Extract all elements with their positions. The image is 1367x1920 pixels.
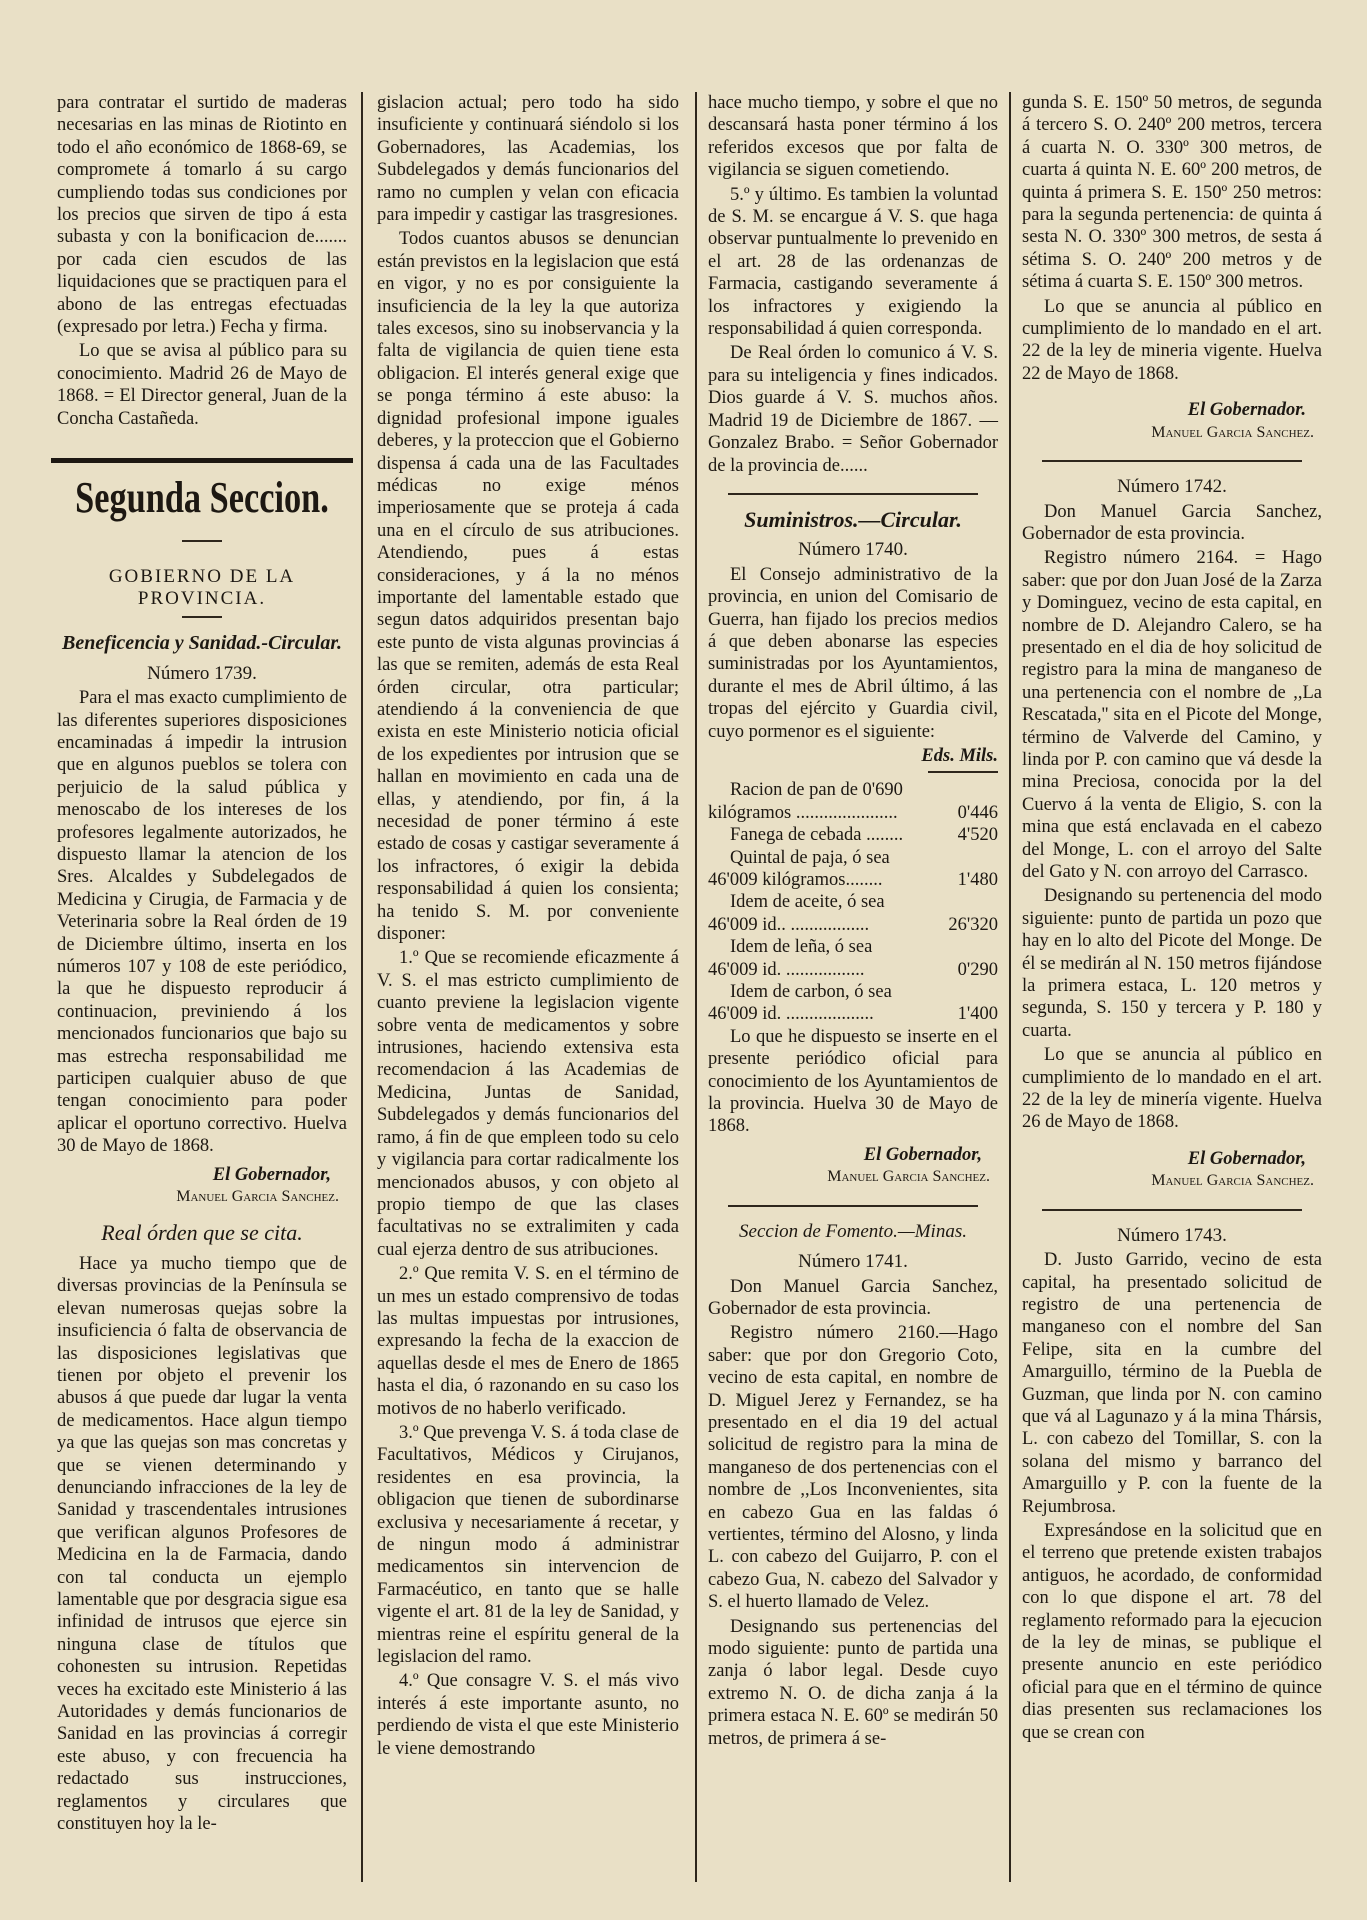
price-item-value: 0'446 — [957, 802, 998, 823]
price-item-label: Idem de carbon, ó sea — [730, 982, 892, 1003]
registro-2164: Registro número 2164. = Hago saber: que por don Juan José de la Zarza y Dominguez, vecino de esta capital, en nombre de D. Alejandro Calero, se ha presentado en el dia de hoy solicitud de registro para la mina de manganeso de una pertenencia con el nombre de ,,La Rescatada,'' sita en el Picote del Monge, término de Valverde del Camino, y linda por P. con camino que vá desde la mina Preciosa, conocida por la del Cuervo á la venta de Eligio, S. con la mina que está enclavada en el cabezo del Monge, L. con el arroyo del Salte del Gato y N. con arroyo del Carrasco. — [1022, 548, 1322, 882]
medidas-continuation: gunda S. E. 150º 50 metros, de segunda á tercero S. O. 240º 200 metros, tercera á cuarta N. O. 330º 300 metros, de cuarta á quinta N. E. 60º 200 metros, de quinta á primera S. E. 150º 250 metros: para la segunda pertenencia: de quinta á sesta N. O. 330º 300 metros, de sesta á sétima S. O. 240º 200 metros y de sétima á cuarta S. E. 150º 300 metros. — [1022, 93, 1322, 293]
aviso-paragraph: Lo que se avisa al público para su conocimiento. Madrid 26 de Mayo de 1868. = El Director general, Juan de la Concha Castañeda. — [57, 341, 347, 429]
designando-paragraph: Designando su pertenencia del modo siguiente: punto de partida un pozo que hay en lo alto del Picote del Monge. De él se medirán al N. 150 metros fijándose la primera estaca, L. 120 metros y segunda, S. 150 y tercera y P. 180 y cuarta. — [1022, 886, 1322, 1041]
column-4 — [1022, 92, 1322, 1746]
price-item-quantity: kilógramos ...................... — [708, 802, 898, 823]
gobernador-intro: Don Manuel Garcia Sanchez, Gobernador de esta provincia. — [1022, 501, 1322, 544]
numero-1743: Número 1743. — [1117, 1224, 1227, 1246]
gobernador-name: Manuel Garcia Sanchez. — [1151, 1172, 1314, 1190]
price-item-row — [708, 869, 998, 891]
price-item-quantity: 46'009 id.. ................. — [708, 914, 870, 935]
price-item-label: Idem de aceite, ó sea — [730, 892, 885, 913]
gobernador-title: El Gobernador, — [863, 1144, 982, 1165]
gobernador-name: Manuel Garcia Sanchez. — [176, 1188, 339, 1206]
numero-1741: Número 1741. — [798, 1251, 908, 1273]
section-divider — [51, 458, 353, 463]
price-units-label: Eds. Mils. — [921, 745, 998, 766]
real-orden-closing: De Real órden lo comunico á V. S. para su inteligencia y fines indicados. Dios guarde á V. S. muchos años. Madrid 19 de Diciembre de 1867. — Gonzalez Brabo. = Señor Gobernador de la provincia de...... — [708, 343, 998, 476]
fomento-heading: Seccion de Fomento.—Minas. — [739, 1220, 967, 1242]
gobernador-name: Manuel Garcia Sanchez. — [1151, 423, 1314, 441]
abusos-paragraph: Todos cuantos abusos se denuncian están previstos en la legislacion que está en vigor, y no es por consiguiente la insuficiencia de la ley la que autoriza tales excesos, sino su inobservancia y la falta de vigilancia de quien tiene esta obligacion. El interés general exige que se ponga término á este abuso: la dignidad profesional impone iguales deberes, y la proteccion que el Gobierno dispensa á cada una de las Facultades médicas no exige ménos imperiosamente que se proteja á cada una en el círculo de sus atribuciones. Atendiendo, pues á estas consideraciones, y á la no ménos importante del lamentable estado que segun datos adquiridos presentan bajo este punto de vista algunas provincias á las que se remiten, además de esta Real órden circular, otra particular; atendiendo á la conveniencia de que exista en este Ministerio noticia oficial de los expedientes por intrusion que se hallan en movimiento en cada una de ellas, y atendiendo, por fin, á la necesidad de poner término á este estado de cosas y castigar severamente á los infractores, ó exigir la debida responsabilidad á quien los consienta; ha tenido S. M. por conveniente disponer: — [377, 229, 679, 945]
column-3 — [708, 92, 998, 1752]
rule-1743 — [1042, 1209, 1302, 1211]
rule-suministros — [728, 493, 978, 495]
column-rule-3 — [1009, 92, 1011, 1882]
price-item-value: 1'400 — [957, 1004, 998, 1025]
rule-fomento — [728, 1205, 978, 1207]
numero-1739: Número 1739. — [147, 662, 257, 684]
price-item-quantity: 46'009 kilógramos........ — [708, 870, 883, 890]
price-item-value: 26'320 — [948, 914, 998, 935]
price-item-row — [708, 802, 998, 824]
real-orden-paragraph: Hace ya mucho tiempo que de diversas provincias de la Península se elevan numerosas quejas sobre la insuficiencia ó falta de observancia de las disposiciones legislativas que tienen por objeto el prevenir los abusos á que puede dar lugar la venta de medicamentos. Hace algun tiempo ya que las quejas son mas concretas y que se vienen determinando y denunciando infracciones de la ley de Sanidad y trascendentales intrusiones que verifican algunos Profesores de Medicina en la de Farmacia, dando con tal conducta un ejemplo lamentable que por desgracia sigue esa infinidad de intrusos que ejerce sin ninguna clase de títulos que cohonesten su intrusion. Repetidas veces ha excitado este Ministerio á las Autoridades y demás funcionarios de Sanidad en las provincias á corregir este abuso, y con frecuencia ha redactado sus instrucciones, reglamentos y circulares que constituyen hoy la le- — [57, 1253, 347, 1835]
real-orden-heading: Real órden que se cita. — [101, 1220, 303, 1246]
circular-paragraph: Para el mas exacto cumplimiento de las diferentes superiores disposiciones encaminadas á impedir la intrusion que en algunos pueblos se tolera con perjuicio de la salud pública y menoscabo de los intereses de los profesores legalmente autorizados, he dispuesto llamar la atencion de los Sres. Alcaldes y Subdelegados de Medicina y Cirugia, de Farmacia y de Veterinaria sobre la Real órden de 19 de Diciembre último, inserta en los números 107 y 108 de este periódico, la que he dispuesto reproducir á continuacion, previniendo á los mencionados funcionarios que bajo su mas estrecha responsabilidad me participen cualquier abuso de que tengan conocimiento para poder aplicar el oportuno correctivo. Huelva 30 de Mayo de 1868. — [57, 688, 347, 1157]
consejo-paragraph: El Consejo administrativo de la provincia, en union del Comisario de Guerra, han fijado los precios medios á que deben abonarse las especies suministradas por los Ayuntamientos, durante el mes de Abril último, á las tropas del ejército y Guardia civil, cuyo pormenor es el siguiente: — [708, 564, 998, 742]
subasta-continuation: para contratar el surtido de maderas necesarias en las minas de Riotinto en todo el año económico de 1868-69, se compromete á tomarlo á su cargo cumpliendo todas sus condiciones por los precios que sirven de tipo á esta subasta y con la bonificacion de....... por cada cien escudos de las liquidaciones que se practiquen para el abono de las entregas efectuadas (expresado por letra.) Fecha y firma. — [57, 93, 347, 338]
gobernador-intro: Don Manuel Garcia Sanchez, Gobernador de esta provincia. — [708, 1276, 998, 1319]
price-item-quantity: 46'009 id. ................. — [708, 959, 865, 980]
legislacion-continuation: gislacion actual; pero todo ha sido insuficiente y continuará siéndolo si los Gobernadores, las Academias, los Subdelegados y demás funcionarios del ramo no cumplen y velan con eficacia para impedir y castigar las trasgresiones. — [377, 93, 679, 226]
column-2 — [377, 92, 679, 1762]
price-item-quantity: 46'009 id. ................... — [708, 1004, 874, 1025]
suministros-heading: Suministros.—Circular. — [744, 506, 962, 532]
expresandose-paragraph: Expresándose en la solicitud que en el terreno que pretende existen trabajos antiguos, he acordado, de conformidad con lo que dispone el art. 78 del reglamento reformado para la ejecucion de la ley de minas, se publique el presente anuncio en este periódico oficial para que en el término de quince dias presenten sus reclamaciones los que se crean con — [1022, 1520, 1322, 1743]
price-list — [708, 779, 998, 1025]
price-item-row — [708, 1003, 998, 1025]
column-rule-1 — [361, 92, 363, 1882]
numero-1740: Número 1740. — [798, 539, 908, 561]
disposicion-1: 1.º Que se recomiende eficazmente á V. S. el mas estricto cumplimiento de cuanto previene la legislacion vigente sobre venta de medicamentos y sobre intrusiones, haciendo extensiva esta recomendacion á las Academias de Medicina, Juntas de Sanidad, Subdelegados y demás funcionarios del ramo, á fin de que empleen todo su celo y vigilancia para cortar radicalmente los mencionados abusos, y con objeto al propio tiempo de que las clases facultativas no se extralimiten y cada cual ejerza dentro de sus atribuciones. — [377, 948, 679, 1260]
section-title: Segunda Seccion. — [75, 473, 329, 523]
disposicion-3: 3.º Que prevenga V. S. á toda clase de Facultativos, Médicos y Cirujanos, residentes en esa provincia, la obligacion que tienen de subordinarse exclusiva y necesariamente á recetar, y de ningun modo á administrar medicamentos sin intervencion de Farmacéutico, en tanto que se halle vigente el art. 81 de la ley de Sanidad, y mientras reine el espíritu general de la legislacion del ramo. — [377, 1422, 679, 1668]
price-dash — [928, 771, 998, 773]
inserte-paragraph: Lo que he dispuesto se inserte en el presente periódico oficial para conocimiento de los Ayuntamientos de la provincia. Huelva 30 de Mayo de 1868. — [708, 1026, 998, 1137]
price-item-quantity: Fanega de cebada ........ — [730, 825, 904, 846]
garrido-paragraph: D. Justo Garrido, vecino de esta capital, ha presentado solicitud de registro de una pertenencia de manganeso con el nombre del San Felipe, sita en la cumbre del Amarguillo, término de la Puebla de Guzman, que linda por N. con camino que vá al Lagunazo y á la mina Thársis, L. con cabezo del Tomillar, S. con la solana del mismo y barranco del Amarguillo y P. con la fuente de la Rejumbrosa. — [1022, 1250, 1322, 1517]
price-item-row — [708, 914, 998, 936]
disposicion-5: 5.º y último. Es tambien la voluntad de S. M. se encargue á V. S. que haga observar puntualmente lo prevenido en el art. 28 de las ordenanzas de Farmacia, castigando severamente á los infractores y exigiendo la responsabilidad á quien corresponda. — [708, 184, 998, 340]
price-item-label: Idem de leña, ó sea — [730, 937, 873, 958]
price-item-row — [708, 959, 998, 981]
rule-1742 — [1042, 460, 1302, 462]
disposicion-2: 2.º Que remita V. S. en el término de un mes un estado comprensivo de todas las multas impuestas por intrusiones, expresando la fecha de la exaccion de aquellas desde el mes de Enero de 1865 hasta el dia, ó razonando en su caso los motivos de no haberlo verificado. — [377, 1264, 679, 1419]
registro-2160: Registro número 2160.—Hago saber: que por don Gregorio Coto, vecino de esta capital, en nombre de D. Miguel Jerez y Fernandez, se ha presentado en el dia 19 del actual solicitud de registro para la mina de manganeso de dos pertenencias con el nombre de ,,Los Inconvenientes, sita en cabezo Gua en las faldas ó vertientes, término del Alosno, y linda L. con cabezo del Guijarro, P. con el cabezo Gua, N. cabezo del Salvador y S. el huerto llamado de Velez. — [708, 1323, 998, 1613]
gobernador-title: El Gobernador, — [212, 1164, 331, 1185]
anuncio-paragraph-2: Lo que se anuncia al público en cumplimiento de lo mandado en el art. 22 de la ley de minería vigente. Huelva 26 de Mayo de 1868. — [1022, 1045, 1322, 1133]
column-1 — [57, 92, 347, 1837]
anuncio-paragraph: Lo que se anuncia al público en cumplimiento de lo mandado en el art. 22 de la ley de mineria vigente. Huelva 22 de Mayo de 1868. — [1022, 296, 1322, 384]
beneficencia-heading: Beneficencia y Sanidad.-Circular. — [62, 632, 342, 655]
gobernador-name: Manuel Garcia Sanchez. — [827, 1168, 990, 1186]
numero-1742: Número 1742. — [1117, 476, 1227, 498]
excesos-continuation: hace mucho tiempo, y sobre el que no descansará hasta poner término á los referidos excesos que por falta de vigilancia se siguen cometiendo. — [708, 93, 998, 181]
gobernador-title: El Gobernador. — [1187, 400, 1306, 421]
gobernador-title: El Gobernador, — [1187, 1148, 1306, 1169]
price-item-label: Quintal de paja, ó sea — [730, 847, 890, 868]
designando-paragraph: Designando sus pertenencias del modo siguiente: punto de partida una zanja ó labor legal. Desde cuyo extremo N. O. de dicha zanja á la primera estaca N. E. 60º se medirán 50 metros, de primera á se- — [708, 1616, 998, 1749]
title-ornament — [182, 540, 222, 542]
gobierno-dash — [182, 616, 222, 618]
price-item-label: Racion de pan de 0'690 — [730, 780, 903, 801]
column-rule-2 — [695, 92, 697, 1882]
price-item-value: 1'480 — [957, 870, 998, 890]
gobierno-heading: GOBIERNO DE LA PROVINCIA. — [108, 565, 296, 609]
price-item-value: 0'290 — [957, 959, 998, 980]
price-item-row — [708, 824, 998, 846]
price-item-value: 4'520 — [957, 825, 998, 846]
disposicion-4: 4.º Que consagre V. S. el más vivo interés á este importante asunto, no perdiendo de vista el que este Ministerio le viene demostrando — [377, 1671, 679, 1759]
